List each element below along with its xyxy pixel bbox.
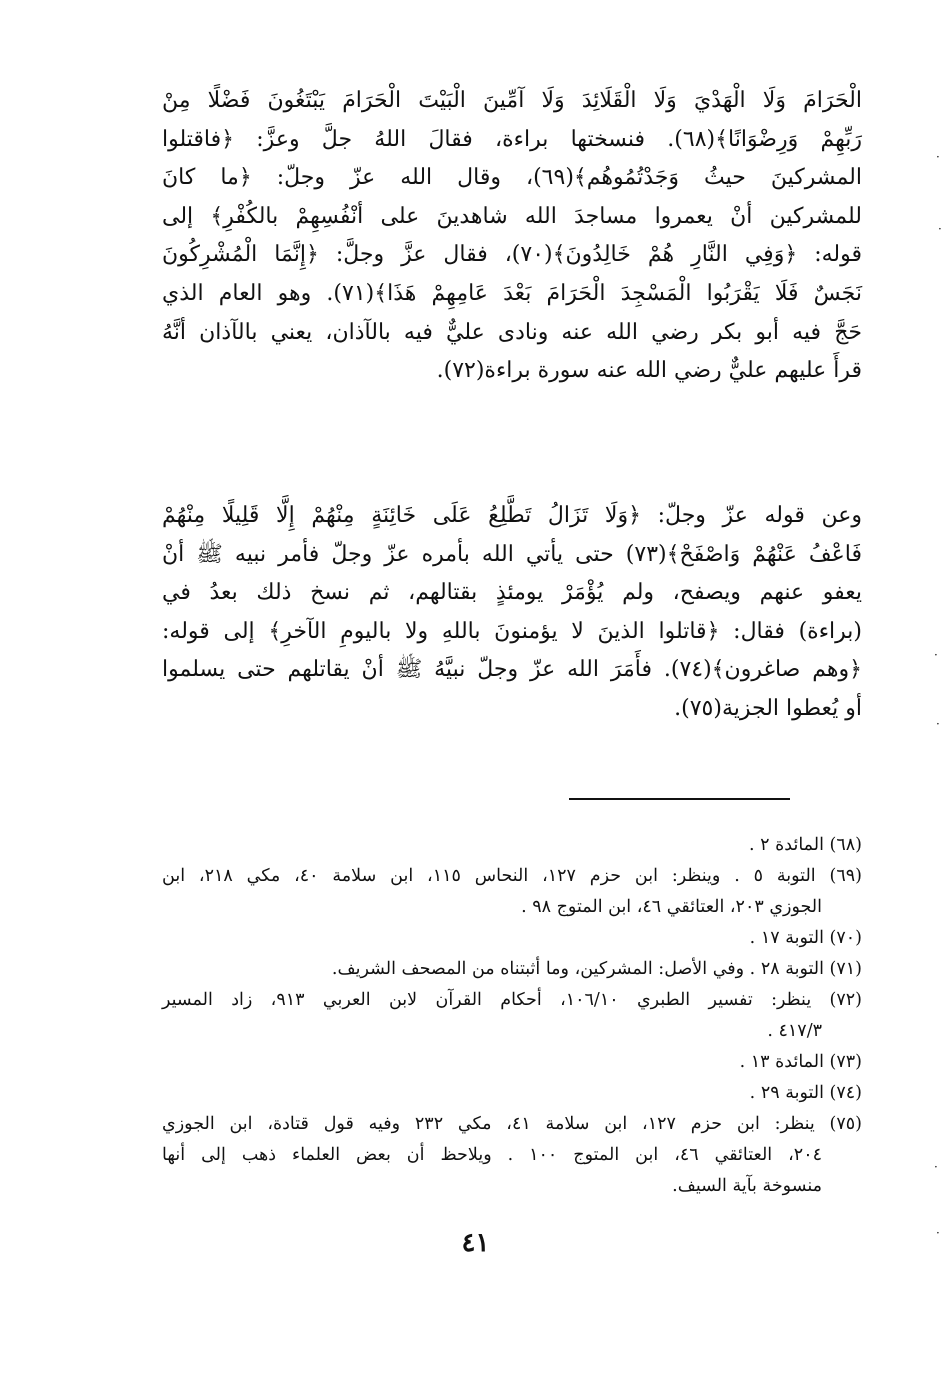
- text-line: ﴿وهم صاغرون﴾(٧٤). فأَمَرَ الله عزّ وجلّ نبيَّهُ ﷺ أنْ يقاتلهم حتى يسلموا: [162, 657, 862, 683]
- text-line: حَجَّ فيه أبو بكر رضي الله عنه ونادى عليٌّ فيه بالآذان، يعني بالآذان أنَّهُ: [162, 319, 862, 345]
- margin-speck: ·: [934, 1160, 938, 1174]
- text-line: يعفو عنهم ويصفح، ولم يُؤْمَرْ يومئذٍ بقتالهم، ثم نسخ ذلك بعدُ في: [162, 580, 862, 606]
- footnote-73: (٧٣) المائدة ١٣ .: [739, 1052, 862, 1072]
- footnotes: [162, 830, 862, 1202]
- text-line: (براءة) فقال: ﴿قاتلوا الذينَ لا يؤمنونَ باللهِ ولا باليومِ الآخرِ﴾ إلى قوله:: [162, 618, 862, 644]
- text-line: رَبِّهِمْ وَرِضْوَانًا﴾(٦٨). فنسختها براءة، فقالَ اللهُ جلَّ وعزَّ: ﴿فاقتلوا: [162, 126, 863, 152]
- margin-speck: ·: [936, 1226, 940, 1240]
- text-line: للمشركين أنْ يعمروا مساجدَ الله شاهدينَ على أنْفُسِهِمْ بالكُفْرِ﴾ إلى: [162, 203, 862, 229]
- footnote-75: (٧٥) ينظر: ابن حزم ١٢٧، ابن سلامة ٤١، مكي ٢٣٢ وفيه قول قتادة، ابن الجوزي: [162, 1114, 862, 1134]
- footnote-70: (٧٠) التوبة ١٧ .: [749, 928, 862, 948]
- margin-speck: ·: [938, 222, 942, 236]
- text-line: أو يُعطوا الجزية(٧٥).: [674, 695, 862, 721]
- footnote-75-continued: ٢٠٤، العتائقي ٤٦، ابن المتوج ١٠٠ . ويلاحظ أن بعض العلماء ذهب إلى أنها: [162, 1145, 822, 1165]
- footnote-75-continued: منسوخة بآية السيف.: [672, 1176, 822, 1196]
- text-line: وعن قوله عزّ وجلّ: ﴿وَلَا تَزَالُ تَطَّلِعُ عَلَى خَائِنَةٍ مِنْهُمْ إِلَّا قَلِيلًا مِنْهُمْ: [162, 503, 862, 528]
- margin-speck: ·: [936, 717, 940, 731]
- page-number: ٤١: [461, 1228, 490, 1258]
- text-line: نَجَسٌ فَلَا يَقْرَبُوا الْمَسْجِدَ الْحَرَامَ بَعْدَ عَامِهِمْ هَذَا﴾(٧١). وهو العام الذي: [162, 280, 862, 306]
- footnote-71: (٧١) التوبة ٢٨ . وفي الأصل: المشركين، وما أثبتناه من المصحف الشريف.: [331, 959, 862, 979]
- footnote-74: (٧٤) التوبة ٢٩ .: [749, 1083, 862, 1103]
- body-paragraph-2: [162, 497, 862, 729]
- margin-speck: ·: [936, 150, 940, 164]
- footnote-68: (٦٨) المائدة ٢ .: [748, 835, 862, 855]
- body-paragraph-1: [162, 82, 862, 391]
- footnote-69-continued: الجوزي ٢٠٣، العتائقي ٤٦، ابن المتوج ٩٨ .: [521, 897, 822, 917]
- text-line: قرأَ عليهم عليٌّ رضي الله عنه سورة براءة(٧٢).: [436, 358, 862, 384]
- footnote-72-continued: ٤١٧/٣ .: [767, 1021, 822, 1041]
- footnote-69: (٦٩) التوبة ٥ . وينظر: ابن حزم ١٢٧، النحاس ١١٥، ابن سلامة ٤٠، مكي ٢١٨، ابن: [162, 866, 862, 886]
- footnote-72: (٧٢) ينظر: تفسير الطبري ١٠٦/١٠، أحكام القرآن لابن العربي ٩١٣، زاد المسير: [162, 990, 862, 1010]
- text-line: المشركينَ حيثُ وَجَدْتُمُوهُم﴾(٦٩)، وقال الله عزّ وجلّ: ﴿ما كانَ: [162, 165, 863, 191]
- footnote-separator: [569, 798, 790, 800]
- text-line: فَاعْفُ عَنْهُمْ وَاصْفَحْ﴾(٧٣) حتى يأتي الله بأمره عزّ وجلّ فأمر نبيه ﷺ أنْ: [162, 541, 862, 567]
- text-line: الْحَرَامَ وَلَا الْهَدْيَ وَلَا الْقَلَائِدَ وَلَا آمِّينَ الْبَيْتَ الْحَرَامَ يَبْتَغُونَ فَضْلًا مِنْ: [162, 88, 862, 113]
- text-line: قوله: ﴿وَفِي النَّارِ هُمْ خَالِدُونَ﴾(٧٠)، فقال عزَّ وجلَّ: ﴿إِنَّمَا الْمُشْرِكُونَ: [162, 242, 862, 268]
- margin-speck: ·: [934, 648, 938, 662]
